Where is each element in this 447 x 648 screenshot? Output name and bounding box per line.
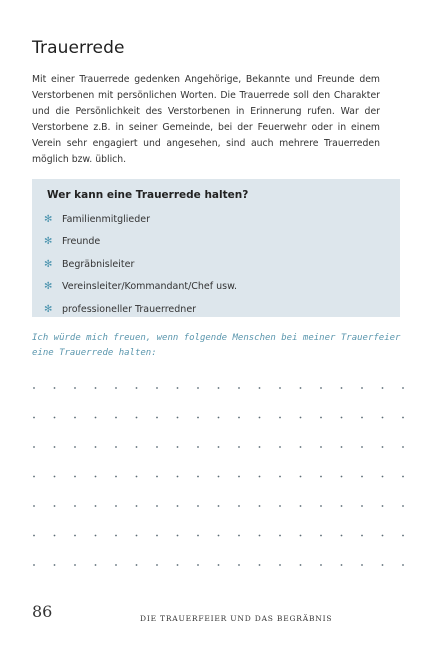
line-dot <box>156 564 158 566</box>
line-dot <box>136 417 138 419</box>
asterisk-flower-icon: ✻ <box>44 213 53 225</box>
line-dot <box>136 446 138 448</box>
line-dot <box>259 505 261 507</box>
line-dot <box>177 417 179 419</box>
line-dot <box>74 417 76 419</box>
intro-paragraph: Mit einer Trauerrede gedenken Angehörige, Bekannte und Freunde dem Verstorbenen mit persönlichen Worten. Die Trauerrede soll den Charakter und die Persönlichkeit des Verstorbenen in Erinnerung rufen. War der Verstorbene z.B. in seiner Gemeinde, bei der Feuerwehr oder in einem Verein sehr engagiert und angesehen, sind auch mehrere Trauerreden möglich bzw. üblich. <box>32 74 380 165</box>
line-dot <box>402 446 404 448</box>
line-dot <box>33 387 35 389</box>
line-dot <box>177 535 179 537</box>
line-dot <box>74 387 76 389</box>
line-dot <box>115 417 117 419</box>
line-dot <box>95 505 97 507</box>
line-dot <box>238 476 240 478</box>
line-dot <box>156 505 158 507</box>
line-dot <box>279 505 281 507</box>
line-dot <box>402 564 404 566</box>
line-dot <box>136 387 138 389</box>
line-dot <box>279 417 281 419</box>
line-dot <box>156 535 158 537</box>
line-dot <box>156 417 158 419</box>
list-item-label: Begräbnisleiter <box>62 258 135 270</box>
line-dot <box>74 476 76 478</box>
line-dot <box>361 535 363 537</box>
line-dot <box>115 476 117 478</box>
line-dot <box>402 387 404 389</box>
line-dot <box>218 446 220 448</box>
line-dot <box>156 476 158 478</box>
line-dot <box>33 564 35 566</box>
line-dot <box>54 535 56 537</box>
line-dot <box>218 417 220 419</box>
line-dot <box>197 417 199 419</box>
line-dot <box>95 417 97 419</box>
line-dot <box>382 564 384 566</box>
writing-line <box>33 417 404 419</box>
line-dot <box>197 476 199 478</box>
line-dot <box>320 387 322 389</box>
line-dot <box>341 564 343 566</box>
line-dot <box>197 505 199 507</box>
line-dot <box>259 535 261 537</box>
line-dot <box>382 505 384 507</box>
line-dot <box>197 535 199 537</box>
line-dot <box>95 535 97 537</box>
line-dot <box>259 387 261 389</box>
writing-line <box>33 535 404 537</box>
page-number: 86 <box>32 602 53 621</box>
line-dot <box>177 387 179 389</box>
line-dot <box>238 564 240 566</box>
line-dot <box>320 417 322 419</box>
list-item-label: Familienmitglieder <box>62 213 151 225</box>
asterisk-flower-icon: ✻ <box>44 281 53 293</box>
line-dot <box>361 417 363 419</box>
line-dot <box>238 387 240 389</box>
writing-line <box>33 476 404 478</box>
line-dot <box>33 505 35 507</box>
line-dot <box>300 417 302 419</box>
line-dot <box>95 387 97 389</box>
line-dot <box>320 535 322 537</box>
list-item-label: professioneller Trauerredner <box>62 303 197 315</box>
info-box-heading: Wer kann eine Trauerrede halten? <box>47 189 249 201</box>
line-dot <box>238 535 240 537</box>
line-dot <box>95 476 97 478</box>
line-dot <box>136 505 138 507</box>
running-title: DIE TRAUERFEIER UND DAS BEGRÄBNIS <box>140 614 333 623</box>
line-dot <box>341 446 343 448</box>
line-dot <box>197 387 199 389</box>
line-dot <box>341 535 343 537</box>
line-dot <box>54 387 56 389</box>
line-dot <box>33 446 35 448</box>
line-dot <box>54 476 56 478</box>
line-dot <box>279 387 281 389</box>
line-dot <box>259 564 261 566</box>
list-item-label: Freunde <box>62 236 101 248</box>
line-dot <box>115 505 117 507</box>
asterisk-flower-icon: ✻ <box>44 258 53 270</box>
asterisk-flower-icon: ✻ <box>44 236 53 248</box>
line-dot <box>136 476 138 478</box>
line-dot <box>341 505 343 507</box>
line-dot <box>382 446 384 448</box>
line-dot <box>95 446 97 448</box>
line-dot <box>361 476 363 478</box>
line-dot <box>74 505 76 507</box>
line-dot <box>279 446 281 448</box>
line-dot <box>361 564 363 566</box>
dotted-writing-lines <box>32 0 404 648</box>
line-dot <box>74 446 76 448</box>
line-dot <box>279 535 281 537</box>
line-dot <box>177 446 179 448</box>
line-dot <box>300 446 302 448</box>
line-dot <box>156 446 158 448</box>
line-dot <box>218 476 220 478</box>
line-dot <box>382 387 384 389</box>
line-dot <box>259 446 261 448</box>
line-dot <box>54 564 56 566</box>
writing-line <box>33 446 404 448</box>
line-dot <box>402 535 404 537</box>
line-dot <box>74 564 76 566</box>
line-dot <box>300 535 302 537</box>
line-dot <box>218 564 220 566</box>
line-dot <box>300 387 302 389</box>
line-dot <box>74 535 76 537</box>
line-dot <box>341 476 343 478</box>
line-dot <box>300 564 302 566</box>
line-dot <box>300 476 302 478</box>
line-dot <box>341 387 343 389</box>
line-dot <box>177 476 179 478</box>
line-dot <box>402 417 404 419</box>
line-dot <box>33 476 35 478</box>
line-dot <box>238 446 240 448</box>
line-dot <box>300 505 302 507</box>
line-dot <box>402 505 404 507</box>
writing-line <box>33 564 404 566</box>
line-dot <box>197 564 199 566</box>
line-dot <box>320 476 322 478</box>
line-dot <box>136 564 138 566</box>
line-dot <box>361 446 363 448</box>
line-dot <box>341 417 343 419</box>
line-dot <box>136 535 138 537</box>
line-dot <box>33 417 35 419</box>
line-dot <box>54 505 56 507</box>
line-dot <box>279 476 281 478</box>
line-dot <box>402 476 404 478</box>
line-dot <box>177 505 179 507</box>
line-dot <box>382 417 384 419</box>
asterisk-flower-icon: ✻ <box>44 303 53 315</box>
line-dot <box>177 564 179 566</box>
line-dot <box>115 564 117 566</box>
line-dot <box>320 564 322 566</box>
line-dot <box>218 387 220 389</box>
line-dot <box>115 446 117 448</box>
writing-line <box>33 387 404 389</box>
line-dot <box>382 535 384 537</box>
list-item-label: Vereinsleiter/Kommandant/Chef usw. <box>62 281 238 293</box>
line-dot <box>238 505 240 507</box>
line-dot <box>259 476 261 478</box>
line-dot <box>54 417 56 419</box>
line-dot <box>218 505 220 507</box>
line-dot <box>54 446 56 448</box>
line-dot <box>197 446 199 448</box>
line-dot <box>382 476 384 478</box>
page-title: Trauerrede <box>32 38 125 58</box>
line-dot <box>95 564 97 566</box>
line-dot <box>115 535 117 537</box>
line-dot <box>33 535 35 537</box>
line-dot <box>238 417 240 419</box>
writing-line <box>33 505 404 507</box>
line-dot <box>361 387 363 389</box>
line-dot <box>361 505 363 507</box>
line-dot <box>320 446 322 448</box>
line-dot <box>259 417 261 419</box>
line-dot <box>279 564 281 566</box>
handwritten-prompt: Ich würde mich freuen, wenn folgende Menschen bei meiner Trauerfeier eine Trauerrede halten: <box>32 333 401 358</box>
line-dot <box>218 535 220 537</box>
line-dot <box>115 387 117 389</box>
line-dot <box>320 505 322 507</box>
line-dot <box>156 387 158 389</box>
